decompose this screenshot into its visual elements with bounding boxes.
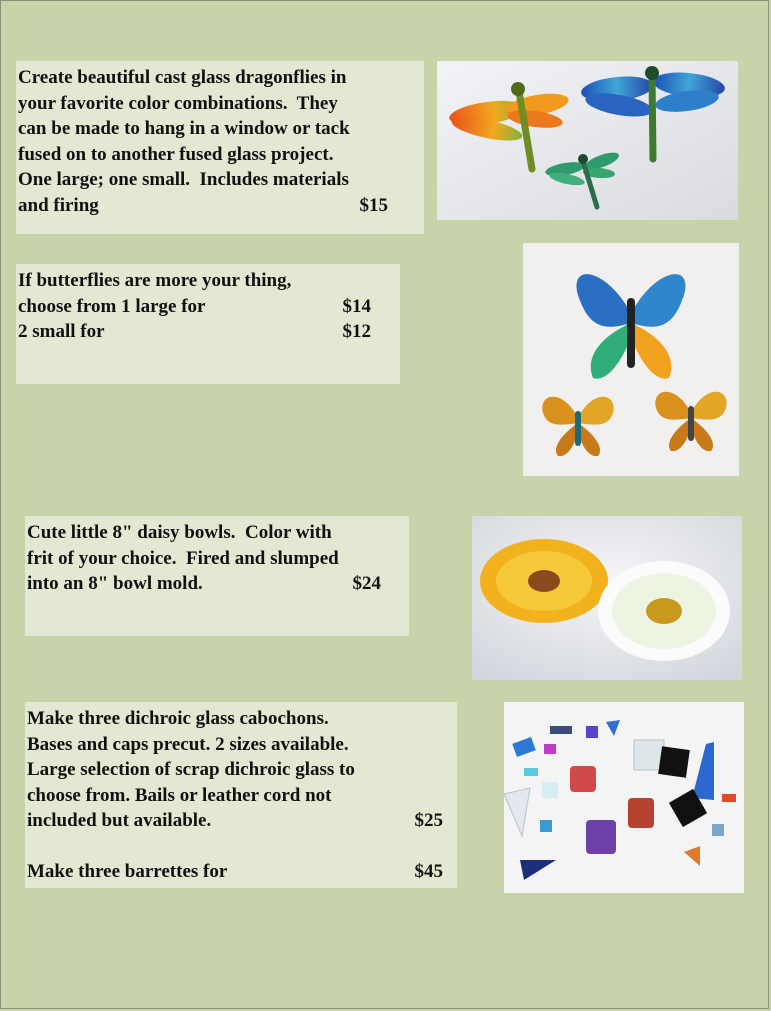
cabochons-last-line: included but available. (27, 810, 212, 831)
dragonflies-line-5: One large; one small. Includes materials (18, 169, 349, 190)
dragonflies-line-4: fused on to another fused glass project. (18, 143, 334, 165)
barrettes-price: $45 (414, 861, 443, 882)
cabochons-description (25, 702, 457, 888)
yellow-daisy-bowl (480, 539, 608, 623)
dragonflies-line-1: Create beautiful cast glass dragonflies in (18, 67, 347, 88)
cabochons-line-2: Bases and caps precut. 2 sizes available. (27, 733, 349, 755)
daisy-line-1: Cute little 8" daisy bowls. Color with (27, 522, 332, 543)
daisy-line-2: frit of your choice. Fired and slumped (27, 547, 339, 569)
butterflies-line-2: choose from 1 large for (18, 295, 206, 317)
butterflies-description (16, 264, 400, 384)
cabochons-photo (504, 702, 744, 893)
butterflies-price-small: $12 (342, 321, 371, 342)
daisy-line-3: into an 8" bowl mold. (27, 573, 203, 594)
cabochons-line-4: choose from. Bails or leather cord not (27, 784, 332, 806)
dragonflies-last-line: and firing (18, 194, 99, 216)
dragonflies-price-line (18, 193, 388, 219)
cabochons-line-1: Make three dichroic glass cabochons. (27, 708, 329, 729)
cabochons-line-3: Large selection of scrap dichroic glass to (27, 759, 355, 780)
dragonflies-photo (437, 61, 738, 220)
butterflies-photo (523, 243, 739, 476)
daisy-price-line (27, 571, 381, 597)
white-daisy-bowl (598, 561, 730, 661)
butterflies-line-1: If butterflies are more your thing, (18, 270, 292, 291)
cabochons-price: $25 (414, 810, 443, 831)
cabochons-price-line (27, 808, 443, 834)
daisy-bowls-description (25, 516, 409, 636)
barrettes-line (27, 859, 443, 885)
daisy-price: $24 (352, 573, 381, 594)
blank-line (27, 834, 455, 860)
butterflies-large-line (18, 294, 371, 320)
dragonflies-price: $15 (359, 194, 388, 216)
dragonflies-description (16, 61, 424, 234)
daisy-bowls-photo (472, 516, 742, 680)
butterflies-small-line (18, 319, 371, 345)
dragonflies-line-2: your favorite color combinations. They (18, 92, 338, 114)
barrettes-text: Make three barrettes for (27, 861, 228, 882)
dragonflies-line-3: can be made to hang in a window or tack (18, 118, 350, 139)
butterflies-price-large: $14 (342, 295, 371, 317)
butterflies-line-3: 2 small for (18, 321, 105, 342)
